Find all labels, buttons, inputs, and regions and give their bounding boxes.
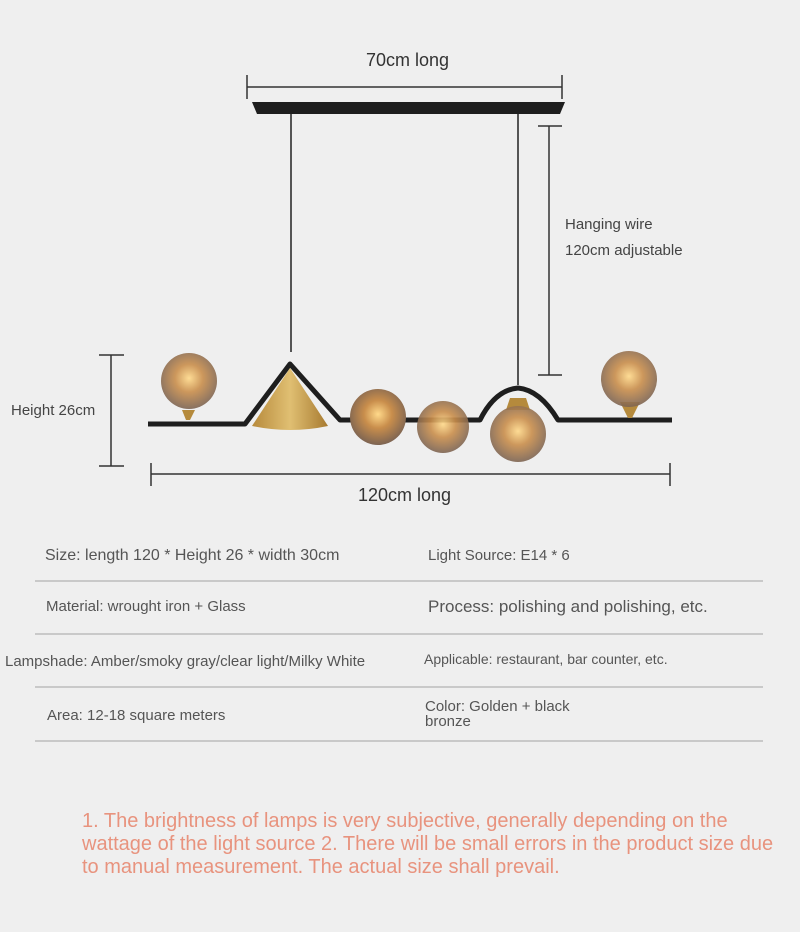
spec-process: Process: polishing and polishing, etc.	[428, 597, 708, 616]
height-label: Height 26cm	[11, 402, 96, 419]
divider	[35, 580, 763, 582]
globe-5	[601, 351, 657, 418]
globe-2	[350, 389, 406, 445]
divider	[35, 740, 763, 742]
wire-dimension	[538, 126, 562, 375]
top-length-label: 70cm long	[366, 50, 450, 70]
wire-label-line2: 120cm adjustable	[565, 242, 683, 259]
bottom-length-label: 120cm long	[358, 485, 452, 505]
wire-label-line1: Hanging wire	[565, 216, 653, 233]
top-length-dimension	[247, 75, 562, 99]
bottom-length-dimension	[151, 463, 670, 486]
globe-4	[490, 398, 546, 462]
spec-area: Area: 12-18 square meters	[47, 707, 226, 724]
spec-color	[425, 699, 570, 729]
spec-material: Material: wrought iron + Glass	[46, 598, 246, 615]
divider	[35, 686, 763, 688]
disclaimer-note: 1. The brightness of lamps is very subjective, generally depending on the wattage of the light source 2. There will be small errors in the product size due to manual measurement. The actual size shall prevail.	[82, 810, 774, 878]
spec-applicable: Applicable: restaurant, bar counter, etc.	[424, 651, 668, 667]
globe-1	[161, 353, 217, 420]
frame-bar	[148, 364, 672, 424]
spec-color-line2: bronze	[425, 713, 471, 730]
spec-light-source: Light Source: E14 * 6	[428, 547, 570, 564]
spec-lampshade: Lampshade: Amber/smoky gray/clear light/Milky White	[5, 653, 366, 670]
spec-size: Size: length 120 * Height 26 * width 30cm	[45, 547, 340, 564]
spec-color-line1: Color: Golden + black	[425, 698, 570, 715]
globe-3	[417, 401, 469, 453]
ceiling-canopy	[252, 102, 565, 114]
height-dimension	[99, 355, 124, 466]
divider	[35, 633, 763, 635]
